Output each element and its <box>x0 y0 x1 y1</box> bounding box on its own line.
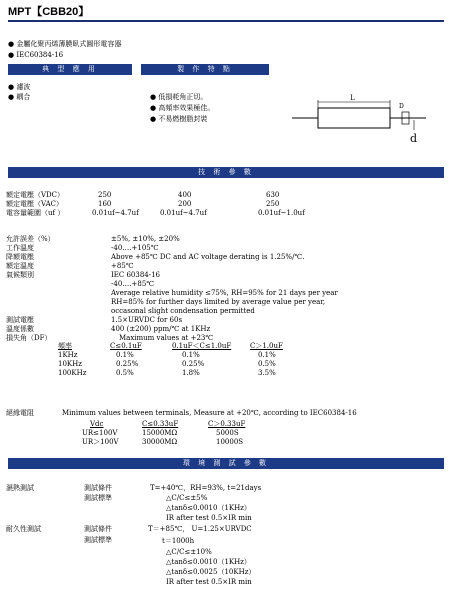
spec-row: 額定溫度 +85℃ <box>6 262 134 270</box>
dissipation-row: 1KHz 0.1% 0.1% 0.1% <box>58 351 276 359</box>
insulation-row: 絕緣電阻 Minimum values between terminals, Measure at +20℃, according to IEC60384-16 <box>6 409 357 417</box>
endurance-std-label: 測試標準 <box>84 536 112 544</box>
ratings-row: 電容量範圍（uf ） 0.01uf~4.7uf 0.01uf~4.7uf 0.01uf~1.0uf <box>6 209 305 217</box>
ratings-row: 額定電壓（VDC） 250 400 630 <box>6 191 280 199</box>
page-title: MPT【CBB20】 <box>8 6 90 18</box>
spec-row: RH=85% for further days limited by average value per year, <box>111 298 326 306</box>
feature-item: ● 低損耗角正切。 <box>150 93 208 101</box>
spec-row: Average relative humidity ≤75%, RH=95% for 21 days per year <box>111 289 338 297</box>
damp-heat-cond-value: T=+40℃，RH=93%, t=21days <box>150 484 262 492</box>
dissipation-row: 10KHz 0.25% 0.25% 0.5% <box>58 360 276 368</box>
dissipation-table <box>58 342 318 378</box>
intro-standard: IEC60384-16 <box>16 51 64 59</box>
intro-line-2: ● IEC60384-16 <box>8 51 64 59</box>
damp-heat-label: 濕熱測試 <box>6 484 34 492</box>
feature-item: ● 不易燃樹脂封裝 <box>150 115 208 123</box>
insulation-header-row: Vdc C≤0.33uF C＞0.33uF <box>90 420 246 428</box>
endurance-std-line: IR after test 0.5×IR min <box>166 578 252 586</box>
feature-item: ● 高頻率效果極佳。 <box>150 104 215 112</box>
endurance-cond-value: T＝+85℃， U=1.25×URVDC <box>148 525 252 533</box>
spec-row: 允許誤差（%） ±5%, ±10%, ±20% <box>6 235 180 243</box>
ratings-row: 額定電壓（VAC） 160 200 250 <box>6 200 280 208</box>
damp-heat-std-label: 測試標準 <box>84 494 112 502</box>
dissipation-header-row: 頻率 C≤0.1uF 0.1uF＜C≤1.0uF C＞1.0uF <box>58 342 283 350</box>
insulation-data-row: UR≤100V 15000MΩ 5000S <box>82 429 239 437</box>
damp-heat-std-line: △C/C≤±5% <box>166 494 208 502</box>
technical-bar: 技 術 參 數 <box>8 167 444 178</box>
spec-row: 降額電壓 Above +85℃ DC and AC voltage derating is 1.25%/℃. <box>6 253 305 261</box>
endurance-std-line: △C/C≤±10% <box>166 548 212 556</box>
ratings-table <box>6 191 406 218</box>
spec-row: occasonal slight condensation permitted <box>111 307 255 315</box>
intro-desc: 金屬化聚丙烯薄膜臥式圓形電容器 <box>16 40 122 48</box>
features-bar: 製 作 特 點 <box>141 64 269 75</box>
spec-row: 氣候類別 IEC 60384-16 <box>6 271 160 279</box>
lead-diameter-label: d <box>410 132 418 145</box>
application-item: ● 耦合 <box>8 93 31 101</box>
insulation-table <box>82 420 282 447</box>
intro-line-1: ● 金屬化聚丙烯薄膜臥式圓形電容器 <box>8 40 122 48</box>
endurance-label: 耐久性測試 <box>6 525 41 533</box>
spec-list <box>6 235 446 343</box>
damp-heat-cond-label: 測試條件 <box>84 484 112 492</box>
dissipation-row: 100KHz 0.5% 1.8% 3.5% <box>58 369 276 377</box>
endurance-std-line: △tanδ≤0.0010（1KHz） <box>166 558 251 566</box>
spec-row: 工作溫度 -40….+105℃ <box>6 244 159 252</box>
application-item: ● 濾波 <box>8 83 31 91</box>
damp-heat-std-line: IR after test 0.5×IR min <box>166 514 252 522</box>
spec-row: -40….+85℃ <box>111 280 155 288</box>
environment-bar: 環 境 測 試 參 數 <box>8 458 444 469</box>
capacitor-diagram <box>288 90 428 150</box>
applications-bar: 典 型 應 用 <box>8 64 132 75</box>
endurance-std-line: △tanδ≤0.0025（10KHz） <box>166 568 256 576</box>
length-label: L <box>350 94 355 102</box>
title-rule <box>8 20 444 22</box>
spec-row: 溫度係數 400 (±200) ppm/℃ at 1KHz <box>6 325 211 333</box>
damp-heat-std-line: △tanδ≤0.0010（1KHz） <box>166 504 251 512</box>
spec-row: 損失角（DF） Maximum values at +23℃ <box>6 334 214 342</box>
endurance-std-line: t＝1000h <box>162 537 195 545</box>
insulation-data-row: UR＞100V 30000MΩ 10000S <box>82 438 244 446</box>
diameter-label: D <box>399 103 404 110</box>
endurance-cond-label: 測試條件 <box>84 525 112 533</box>
capacitor-body <box>318 108 390 128</box>
spec-row: 測試電壓 1.5×URVDC for 60s <box>6 316 183 324</box>
